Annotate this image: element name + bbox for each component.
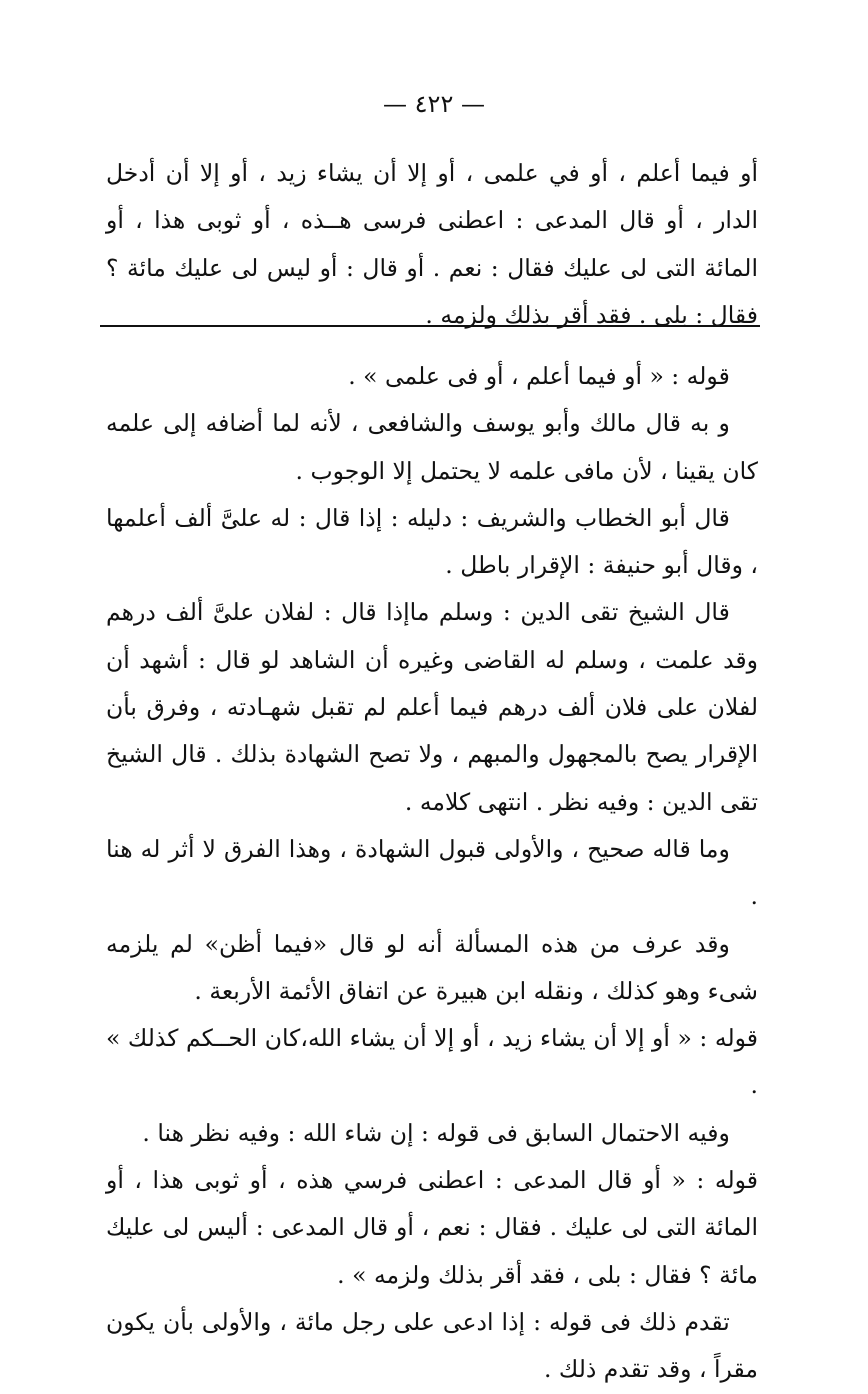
divider-line <box>100 325 760 327</box>
matn-text: أو فيما أعلم ، أو في علمى ، أو إلا أن يشاء زيد ، أو إلا أن أدخل الدار ، أو قال المدعى : اعطنى فرسى هــذه ، أو ثوبى هذا ، أو المائة التى لى عليك فقال : نعم . أو قال : أو ليس لى عليك مائة ؟ فقال : بلى . فقد أقر بذلك ولزمه . <box>106 159 758 329</box>
commentary-section <box>106 353 758 1394</box>
commentary-paragraph: قوله : « أو فيما أعلم ، أو فى علمى » . <box>348 362 730 390</box>
commentary-paragraph: قوله : « أو إلا أن يشاء زيد ، أو إلا أن يشاء الله،كان الحــكم كذلك » . <box>106 1024 758 1100</box>
commentary-paragraph: قال الشيخ تقى الدين : وسلم ماإذا قال : لفلان علىَّ ألف درهم وقد علمت ، وسلم له القاضى وغيره أن الشاهد لو قال : أشهد أن لفلان على فلان ألف درهم فيما أعلم لم تقبل شهـادته ، وفرق بأن الإقرار يصح بالمجهول والمبهم ، ولا تصح الشهادة بذلك . قال الشيخ تقى الدين : وفيه نظر . انتهى كلامه . <box>106 598 758 816</box>
commentary-paragraph: تقدم ذلك فى قوله : إذا ادعى على رجل مائة ، والأولى بأن يكون مقراً ، وقد تقدم ذلك . <box>106 1307 758 1384</box>
commentary-paragraph: وما قاله صحيح ، والأولى قبول الشهادة ، وهذا الفرق لا أثر له هنا . <box>106 834 758 911</box>
commentary-paragraph: و به قال مالك وأبو يوسف والشافعى ، لأنه لما أضافه إلى علمه كان يقينا ، لأن مافى علمه لا يحتمل إلا الوجوب . <box>106 409 758 485</box>
commentary-paragraph: قال أبو الخطاب والشريف : دليله : إذا قال : له علىَّ ألف أعلمها ، وقال أبو حنيفة : الإقرار باطل . <box>106 503 758 580</box>
page-number: — ٤٢٢ — <box>383 90 485 118</box>
commentary-paragraph: وقد عرف من هذه المسألة أنه لو قال «فيما أظن» لم يلزمه شىء وهو كذلك ، ونقله ابن هبيرة عن اتفاق الأئمة الأربعة . <box>106 929 758 1005</box>
commentary-paragraph: قوله : « أو قال المدعى : اعطنى فرسي هذه ، أو ثوبى هذا ، أو المائة التى لى عليك . فقال : نعم ، أو قال المدعى : أليس لى عليك مائة ؟ فقال : بلى ، فقد أقر بذلك ولزمه » . <box>106 1166 758 1289</box>
commentary-paragraph: وفيه الاحتمال السابق فى قوله : إن شاء الله : وفيه نظر هنا . <box>142 1118 730 1147</box>
